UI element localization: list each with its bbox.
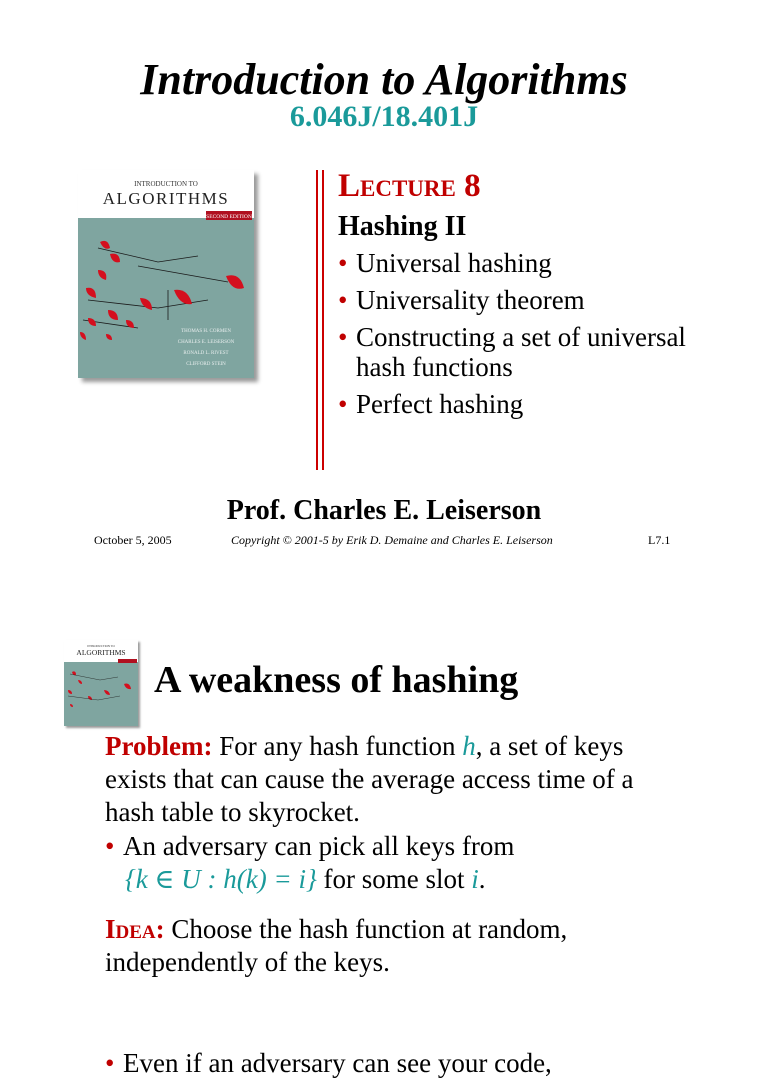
- topic-item: [338, 285, 686, 315]
- slot-variable: i: [471, 864, 479, 894]
- content-slide: [0, 620, 768, 1078]
- slide-heading: A weakness of hashing: [154, 659, 519, 701]
- bullet-icon: •: [338, 248, 348, 278]
- book-cover-image: [78, 170, 254, 378]
- topic-text: Perfect hashing: [356, 389, 524, 419]
- set-suffix-text: for some slot: [316, 864, 472, 894]
- topic-list: [338, 248, 686, 426]
- period: .: [478, 864, 486, 894]
- idea-paragraph: [105, 913, 665, 979]
- cover-big-title: ALGORITHMS: [102, 189, 230, 208]
- topic-item: [338, 248, 686, 278]
- course-number: 6.046J/18.401J: [289, 100, 479, 133]
- bullet-text: An adversary can pick all keys from: [123, 831, 515, 861]
- hash-function-variable: h: [462, 731, 476, 761]
- topic-text: Universal hashing: [356, 248, 552, 278]
- topic-text: Constructing a set of universal hash functions: [356, 322, 686, 382]
- idea-text: Choose the hash function at random, independently of the keys.: [105, 914, 568, 977]
- lecture-subtitle: Hashing II: [338, 211, 467, 242]
- professor-name: Prof. Charles E. Leiserson: [226, 495, 542, 526]
- set-expression: {k ∈ U : h(k) = i}: [125, 864, 317, 894]
- footer-date: October 5, 2005: [94, 533, 172, 547]
- thumb-big-title: ALGORITHMS: [76, 648, 126, 657]
- bullet-icon: •: [338, 389, 348, 419]
- problem-text-part-2: , a set of keys exists that can cause the average access time of a hash table to skyrocket.: [105, 731, 634, 827]
- lecture-number: Lecture 8: [338, 168, 481, 204]
- cover-author-1: THOMAS H. CORMEN: [181, 329, 231, 334]
- bullet-icon: •: [105, 831, 115, 861]
- problem-text-part-1: For any hash function: [212, 731, 463, 761]
- problem-paragraph: [105, 730, 665, 829]
- bullet-text: Even if an adversary can see your code,: [123, 1048, 552, 1078]
- bullet-icon: •: [338, 322, 348, 352]
- topic-item: [338, 389, 686, 419]
- cover-author-2: CHARLES E. LEISERSON: [177, 340, 235, 345]
- footer-copyright: Copyright © 2001-5 by Erik D. Demaine and Charles E. Leiserson: [231, 533, 553, 547]
- cover-author-4: CLIFFORD STEIN: [186, 362, 226, 367]
- divider-line-right: [322, 170, 324, 470]
- bullet-icon: •: [105, 1048, 115, 1078]
- problem-label: Problem:: [105, 731, 213, 761]
- cover-edition: SECOND EDITION: [206, 214, 252, 220]
- book-cover-thumbnail: [64, 640, 138, 726]
- footer-page-number: L7.1: [648, 533, 671, 547]
- topic-item: [338, 322, 686, 382]
- code-visibility-bullet: [105, 1047, 683, 1080]
- cover-author-3: RONALD L. RIVEST: [183, 351, 229, 356]
- thumb-small-title: INTRODUCTION TO: [87, 644, 115, 648]
- cover-small-title: INTRODUCTION TO: [134, 180, 198, 188]
- adversary-bullet: [105, 830, 683, 896]
- divider-line-left: [316, 170, 318, 470]
- bullet-icon: •: [338, 285, 348, 315]
- course-title: Introduction to Algorithms: [140, 55, 628, 104]
- idea-label: Idea:: [105, 914, 165, 944]
- topic-text: Universality theorem: [356, 285, 585, 315]
